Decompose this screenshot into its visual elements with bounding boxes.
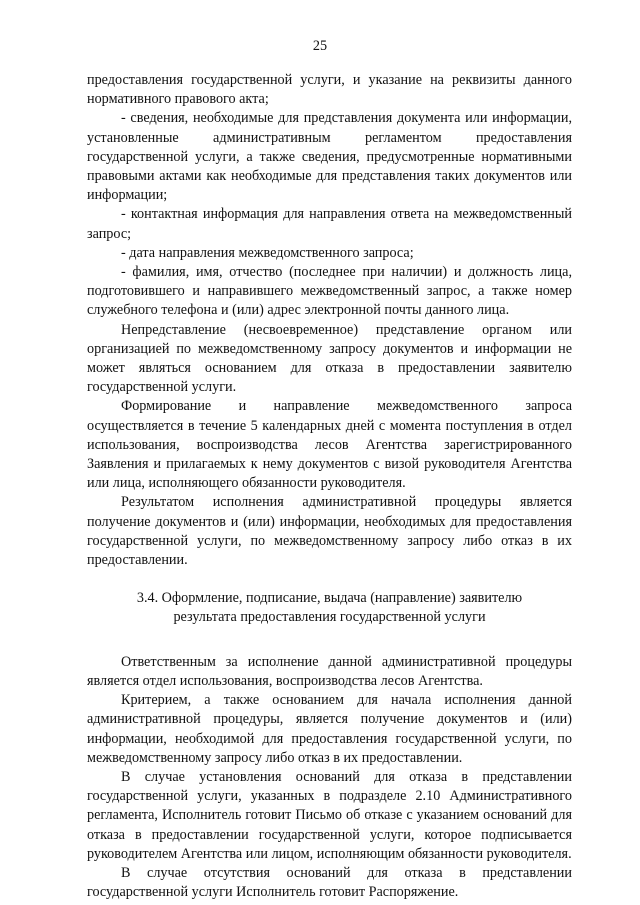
list-item-document-info: - сведения, необходимые для представления документа или информации, установленные административным регламентом предоставления государственной услуги, а также сведения, предусмотренные нормативными правовыми актами как необходимые для представления таких документов или информации; [87,110,572,204]
list-item-request-date: - дата направления межведомственного запроса; [121,244,414,261]
paragraph-refusal-case: В случае установления оснований для отказа в представлении государственной услуги, указанных в подразделе 2.10 Административного регламента, Исполнитель готовит Письмо об отказе с указанием оснований для отказа в предоставлении государственной услуги, которое подписывается руководителем Агентства или лицом, исполняющим обязанности руководителя. [87,768,572,862]
paragraph-nonsubmission: Непредставление (несвоевременное) представление органом или организацией по межведомственному запросу документов и информации не может являться основанием для отказа в предоставлении заявителю государственной услуги. [87,321,572,396]
paragraph-responsible-unit: Ответственным за исполнение данной административной процедуры является отдел использования, воспроизводства лесов Агентства. [87,653,572,689]
section-heading [87,589,572,627]
paragraph-no-refusal-case: В случае отсутствия оснований для отказа в представлении государственной услуги Исполнитель готовит Распоряжение. [87,864,572,901]
paragraph-criteria: Критерием, а также основанием для начала исполнения данной административной процедуры, является получение документов и (или) информации, необходимой для предоставления государственной услуги, по межведомственному запросу либо отказ в их предоставлении. [87,692,572,766]
document-body [87,71,572,902]
paragraph-request-formation: Формирование и направление межведомственного запроса осуществляется в течение 5 календарных дней с момента поступления в отдел использования, воспроизводства лесов Агентства зарегистрированного Заявления и прилагаемых к нему документов с визой руководителя Агентства или лица, исполняющего обязанности руководителя. [87,398,572,492]
paragraph-continuation: предоставления государственной услуги, и указание на реквизиты данного нормативного правового акта; [87,72,572,108]
section-heading-line-2: результата предоставления государственной услуги [173,609,486,626]
paragraph-procedure-result: Результатом исполнения административной процедуры является получение документов и (или) информации, необходимых для предоставления государственной услуги, по межведомственному запросу либо отказ в их предоставлении. [87,494,572,569]
list-item-official-details: - фамилия, имя, отчество (последнее при наличии) и должность лица, подготовившего и направившего межведомственный запрос, а также номер служебного телефона и (или) адрес электронной почты данного лица. [87,264,572,319]
page-number: 25 [312,38,328,54]
section-heading-line-1: 3.4. Оформление, подписание, выдача (направление) заявителю [136,590,523,607]
list-item-contact-info: - контактная информация для направления ответа на межведомственный запрос; [87,206,572,242]
